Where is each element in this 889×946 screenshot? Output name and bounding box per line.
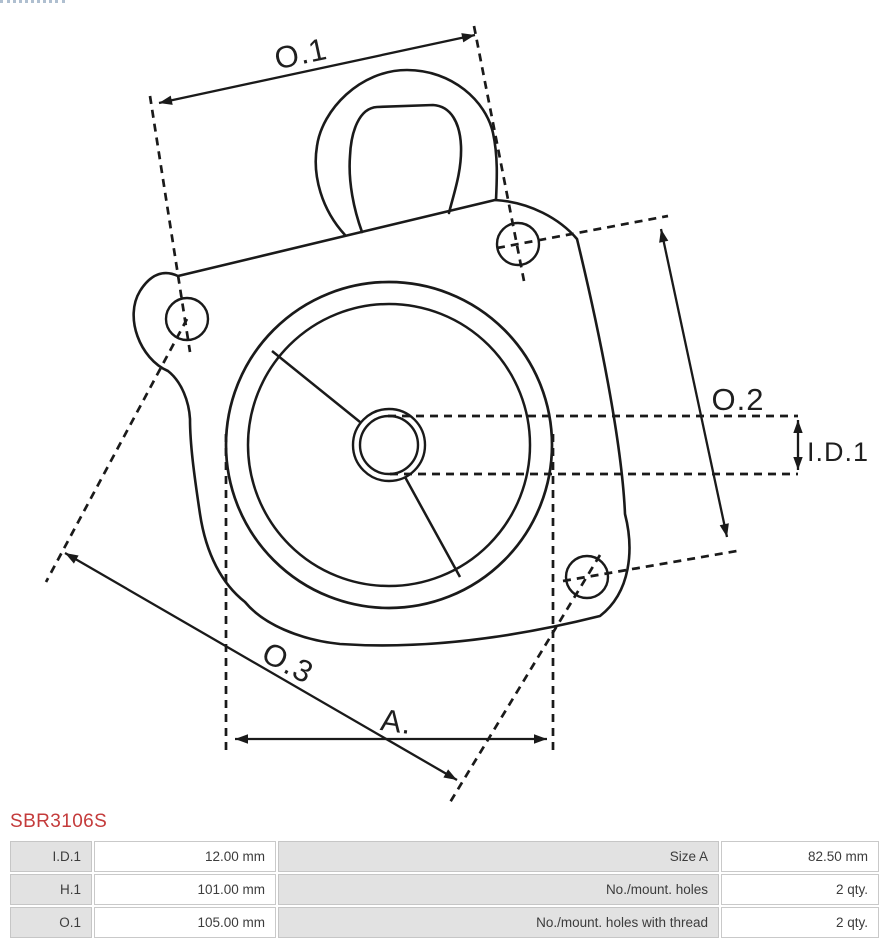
spec-label: Size A: [278, 841, 719, 872]
gasket-outline: [134, 70, 630, 645]
ext-o3-upper: [46, 319, 187, 582]
spec-label: No./mount. holes with thread: [278, 907, 719, 938]
sector-line-upper: [272, 351, 360, 422]
spec-value: 101.00 mm: [94, 874, 276, 905]
central-bore: [226, 282, 552, 608]
spec-value: 105.00 mm: [94, 907, 276, 938]
ext-o1-left: [150, 96, 190, 352]
ext-o2-upper: [497, 216, 668, 248]
label-a: A.: [378, 702, 415, 742]
part-number: SBR3106S: [10, 811, 108, 832]
spec-value: 82.50 mm: [721, 841, 879, 872]
outer-circle: [226, 282, 552, 608]
hub-inner-circle: [360, 416, 418, 474]
inner-circle: [248, 304, 530, 586]
dimension-lines: [65, 35, 798, 780]
sector-line-lower: [405, 477, 460, 577]
mount-holes: [166, 223, 608, 598]
spec-value: 2 qty.: [721, 907, 879, 938]
mount-hole-bottom-right: [566, 556, 608, 598]
label-o1: O.1: [271, 31, 331, 77]
label-o3: O.3: [256, 634, 320, 691]
technical-drawing: [0, 4, 889, 810]
spec-label: O.1: [10, 907, 92, 938]
label-o2: O.2: [711, 382, 765, 417]
spec-value: 12.00 mm: [94, 841, 276, 872]
spec-label: H.1: [10, 874, 92, 905]
ext-o1-right: [474, 26, 524, 281]
spec-value: 2 qty.: [721, 874, 879, 905]
spec-table: [10, 841, 879, 938]
label-id1: I.D.1: [806, 437, 870, 467]
hub-outer-circle: [353, 409, 425, 481]
top-loop-outer: [316, 70, 497, 235]
ext-o3-lower: [449, 555, 600, 804]
spec-label: I.D.1: [10, 841, 92, 872]
spec-label: No./mount. holes: [278, 874, 719, 905]
extension-lines: [46, 26, 798, 804]
